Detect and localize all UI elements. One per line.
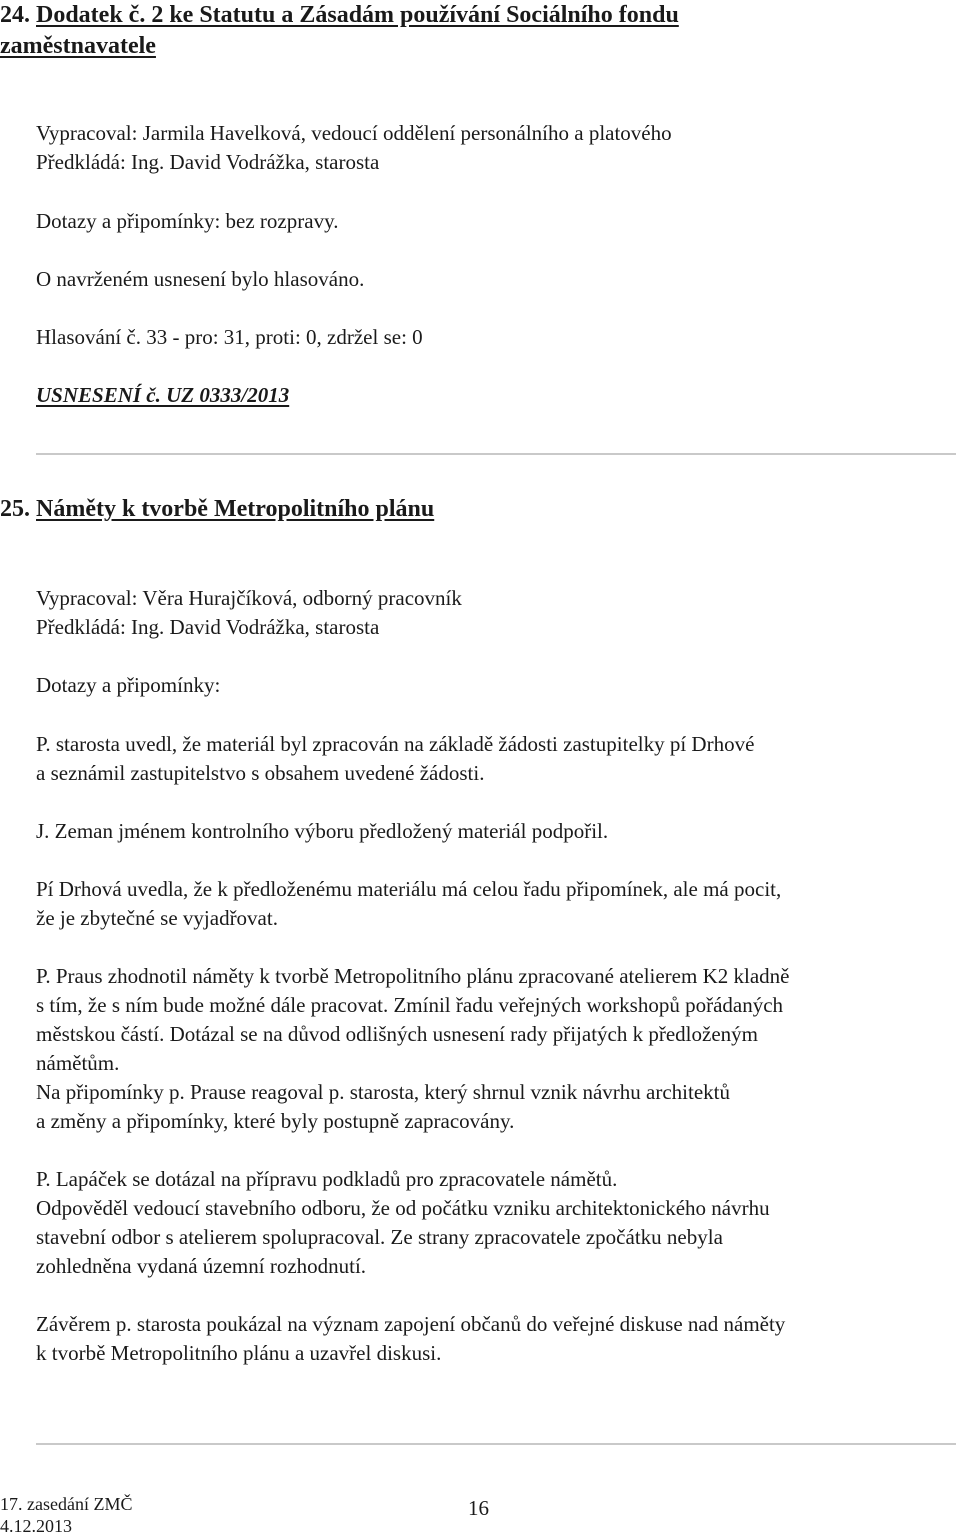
section-divider — [36, 453, 956, 455]
paragraph-line: Závěrem p. starosta poukázal na význam zapojení občanů do veřejné diskuse nad náměty — [36, 1312, 786, 1336]
paragraph-line: námětům. — [36, 1051, 120, 1075]
footer-date: 4.12.2013 — [0, 1516, 72, 1536]
paragraph-line: městskou částí. Dotázal se na důvod odlišných usnesení rady přijatých k předloženým — [36, 1022, 758, 1046]
page-number: 16 — [468, 1496, 489, 1520]
paragraph-line: zohledněna vydaná územní rozhodnutí. — [36, 1254, 367, 1278]
item-24-prepared-by: Vypracoval: Jarmila Havelková, vedoucí oddělení personálního a platového — [36, 121, 672, 145]
paragraph-line: že je zbytečné se vyjadřovat. — [36, 906, 278, 930]
paragraph-line: Na připomínky p. Prause reagoval p. starosta, který shrnul vznik návrhu architektů — [36, 1080, 730, 1104]
item-24-vote-result: Hlasování č. 33 - pro: 31, proti: 0, zdržel se: 0 — [36, 325, 423, 349]
item-24-title-line2: zaměstnavatele — [0, 33, 156, 59]
paragraph-line: P. starosta uvedl, že materiál byl zpracován na základě žádosti zastupitelky pí Drhové — [36, 732, 755, 756]
paragraph-line: P. Lapáček se dotázal na přípravu podkladů pro zpracovatele námětů. — [36, 1167, 618, 1191]
item-25-title: Náměty k tvorbě Metropolitního plánu — [36, 496, 435, 522]
item-25-prepared-by: Vypracoval: Věra Hurajčíková, odborný pracovník — [36, 586, 462, 610]
item-24-questions: Dotazy a připomínky: bez rozpravy. — [36, 209, 339, 233]
footer-divider — [36, 1443, 956, 1445]
item-24-presented-by: Předkládá: Ing. David Vodrážka, starosta — [36, 150, 380, 174]
item-24-voted: O navrženém usnesení bylo hlasováno. — [36, 267, 365, 291]
item-25-questions: Dotazy a připomínky: — [36, 673, 221, 697]
paragraph-line: P. Praus zhodnotil náměty k tvorbě Metropolitního plánu zpracované atelierem K2 kladně — [36, 964, 790, 988]
paragraph-line: k tvorbě Metropolitního plánu a uzavřel diskusi. — [36, 1341, 442, 1365]
footer-session: 17. zasedání ZMČ — [0, 1494, 133, 1514]
item-25-heading — [0, 494, 434, 524]
paragraph-line: s tím, že s ním bude možné dále pracovat. Zmínil řadu veřejných workshopů pořádaných — [36, 993, 784, 1017]
item-24-resolution: USNESENÍ č. UZ 0333/2013 — [36, 383, 290, 407]
paragraph-line: stavební odbor s atelierem spolupracoval. Ze strany zpracovatele zpočátku nebyla — [36, 1225, 723, 1249]
item-24-title-line1: Dodatek č. 2 ke Statutu a Zásadám používání Sociálního fondu — [36, 2, 679, 28]
paragraph-line: Odpověděl vedoucí stavebního odboru, že od počátku vzniku architektonického návrhu — [36, 1196, 770, 1220]
paragraph-line: a seznámil zastupitelstvo s obsahem uvedené žádosti. — [36, 761, 485, 785]
item-24-heading — [0, 0, 679, 30]
item-24-number: 24. — [0, 2, 30, 28]
item-25-number: 25. — [0, 496, 30, 522]
item-25-presented-by: Předkládá: Ing. David Vodrážka, starosta — [36, 615, 380, 639]
paragraph-line: J. Zeman jménem kontrolního výboru předložený materiál podpořil. — [36, 819, 609, 843]
paragraph-line: Pí Drhová uvedla, že k předloženému materiálu má celou řadu připomínek, ale má pocit, — [36, 877, 782, 901]
paragraph-line: a změny a připomínky, které byly postupně zapracovány. — [36, 1109, 515, 1133]
